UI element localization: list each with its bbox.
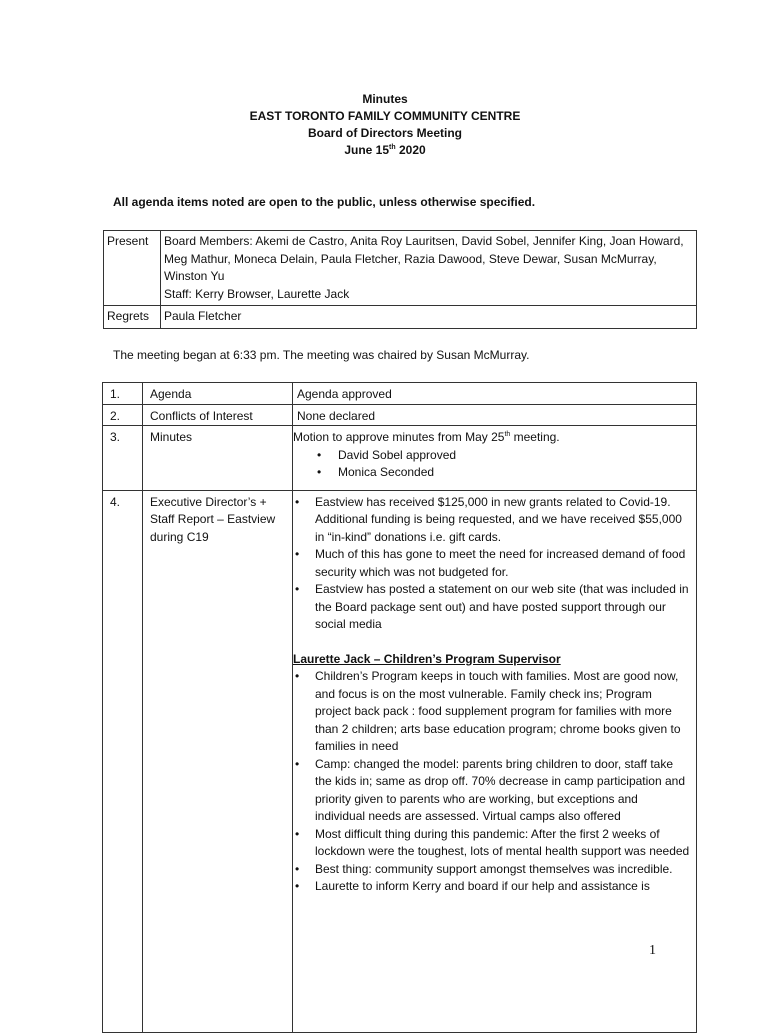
- agenda-row: [103, 490, 697, 1032]
- item-topic: Agenda: [143, 383, 293, 405]
- item-details: [293, 490, 697, 1032]
- item-details: [293, 426, 697, 491]
- agenda-row: [103, 426, 697, 491]
- item-number: 1.: [103, 383, 143, 405]
- subsection-heading: Laurette Jack – Children’s Program Supervisor: [293, 651, 561, 666]
- item-number: 2.: [103, 404, 143, 426]
- list-item: • David Sobel approved: [293, 447, 690, 465]
- meeting-name: Board of Directors Meeting: [307, 126, 463, 140]
- item-note: Agenda approved: [293, 383, 697, 405]
- item-number: 3.: [103, 426, 143, 491]
- regrets-value: Paula Fletcher: [161, 306, 697, 329]
- list-item: • Children’s Program keeps in touch with families. Most are good now, and focus is on the most vulnerable. Family check ins; Program project back pack : food supplement program for families with more than 2 children; arts base education program; chrome books given to families in need: [293, 668, 690, 756]
- list-item: • Eastview has received $125,000 in new grants related to Covid-19. Additional funding is being requested, and we have received $55,000 in “in-kind” donations i.e. gift cards.: [293, 494, 690, 547]
- meeting-date: June 15th 2020: [344, 143, 426, 157]
- present-cell: [161, 231, 697, 306]
- regrets-row: [104, 306, 697, 329]
- public-notice: All agenda items noted are open to the public, unless otherwise specified.: [113, 195, 536, 209]
- present-label: Present: [104, 231, 161, 306]
- list-item: • Eastview has posted a statement on our web site (that was included in the Board package sent out) and have posted support through our social media: [293, 581, 690, 634]
- present-row: [104, 231, 697, 306]
- attendance-table: [103, 230, 697, 329]
- motion-bullets: [293, 447, 690, 482]
- motion-text: Motion to approve minutes from May 25th meeting.: [293, 430, 560, 444]
- list-item: • Monica Seconded: [293, 464, 690, 482]
- list-item: • Much of this has gone to meet the need for increased demand of food security which was not budgeted for.: [293, 546, 690, 581]
- staff-list: Staff: Kerry Browser, Laurette Jack: [164, 286, 350, 301]
- program-bullets: [293, 668, 690, 896]
- list-item: • Most difficult thing during this pandemic: After the first 2 weeks of lockdown were the toughest, lots of mental health support was needed: [293, 826, 690, 861]
- agenda-row: [103, 404, 697, 426]
- meeting-start-note: The meeting began at 6:33 pm. The meeting was chaired by Susan McMurray.: [113, 348, 530, 362]
- item-topic: Executive Director’s + Staff Report – Eastview during C19: [143, 490, 293, 1032]
- list-item: • Best thing: community support amongst themselves was incredible.: [293, 861, 690, 879]
- item-topic: Minutes: [143, 426, 293, 491]
- item-note: None declared: [293, 404, 697, 426]
- report-bullets: [293, 494, 690, 634]
- regrets-label: Regrets: [104, 306, 161, 329]
- title-block: [0, 91, 770, 159]
- agenda-row: [103, 383, 697, 405]
- agenda-table: [102, 382, 697, 1033]
- item-number: 4.: [103, 490, 143, 1032]
- item-topic: Conflicts of Interest: [143, 404, 293, 426]
- page-number: 1: [649, 943, 656, 958]
- organization-name: EAST TORONTO FAMILY COMMUNITY CENTRE: [249, 109, 521, 123]
- list-item: • Camp: changed the model: parents bring children to door, staff take the kids in; same as drop off. 70% decrease in camp participation and priority given to parents who are working, but exceptions and individual needs are assessed. Virtual camps also offered: [293, 756, 690, 826]
- board-members: Board Members: Akemi de Castro, Anita Roy Lauritsen, David Sobel, Jennifer King, Joan Howard, Meg Mathur, Moneca Delain, Paula Fletcher, Razia Dawood, Steve Dewar, Susan McMurray, Winston Yu: [164, 234, 684, 283]
- doc-title: Minutes: [362, 92, 408, 106]
- list-item: • Laurette to inform Kerry and board if our help and assistance is: [293, 878, 690, 896]
